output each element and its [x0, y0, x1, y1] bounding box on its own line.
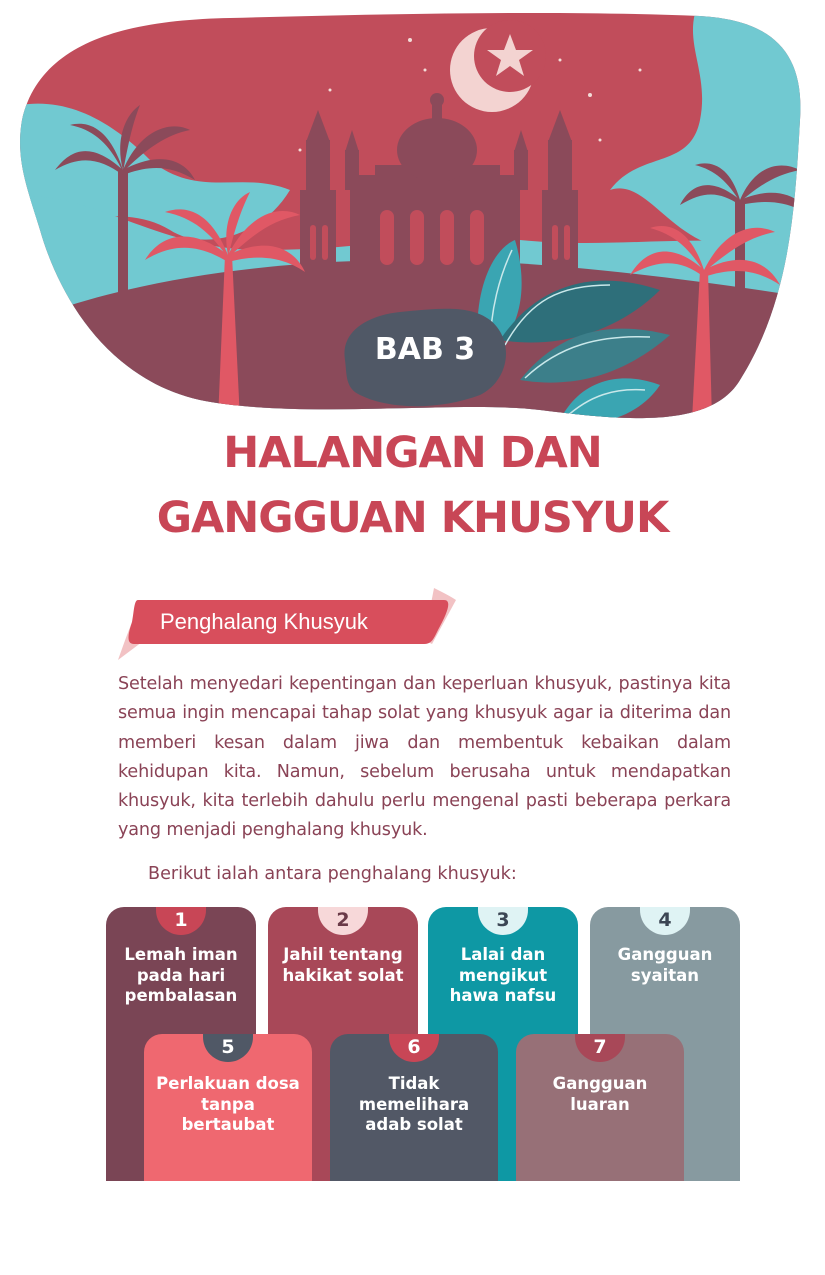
obstacle-label-6: Tidak memelihara adab solat	[358, 1074, 470, 1134]
obstacle-label-3: Lalai dan mengikut hawa nafsu	[449, 945, 557, 1005]
badge-number-6: 6	[389, 1034, 439, 1062]
section-heading: Penghalang Khusyuk	[160, 609, 368, 634]
obstacle-label-1: Lemah iman pada hari pembalasan	[124, 945, 238, 1005]
chapter-title-line-2: GANGGUAN KHUSYUK	[156, 493, 669, 543]
badge-number-1: 1	[156, 907, 206, 935]
chapter-label: BAB 3	[374, 332, 476, 367]
obstacle-label-4: Gangguan syaitan	[617, 945, 713, 985]
obstacle-label-2: Jahil tentang hakikat solat	[282, 945, 404, 985]
obstacle-label-7: Gangguan luaran	[552, 1074, 648, 1114]
badge-number-5: 5	[203, 1034, 253, 1062]
badge-number-3: 3	[478, 907, 528, 935]
list-intro: Berikut ialah antara penghalang khusyuk:	[148, 864, 517, 884]
body-paragraph: Setelah menyedari kepentingan dan keperluan khusyuk, pastinya kita semua ingin mencapai tahap solat yang khusyuk agar ia diterima dan memberi kesan dalam jiwa dan membentuk kebaikan dalam kehidupan kita. Namun, sebelum berusaha untuk mendapatkan khusyuk, kita terlebih dahulu perlu mengenal pasti beberapa perkara yang menjadi penghalang khusyuk.	[118, 674, 731, 841]
obstacle-label-5: Perlakuan dosa tanpa bertaubat	[156, 1074, 300, 1134]
badge-number-2: 2	[318, 907, 368, 935]
obstacle-card-6	[330, 1034, 498, 1181]
badge-number-7: 7	[575, 1034, 625, 1062]
chapter-title-line-1: HALANGAN DAN	[223, 428, 602, 478]
badge-number-4: 4	[640, 907, 690, 935]
obstacle-card-7	[516, 1034, 684, 1181]
obstacle-card-5	[144, 1034, 312, 1181]
